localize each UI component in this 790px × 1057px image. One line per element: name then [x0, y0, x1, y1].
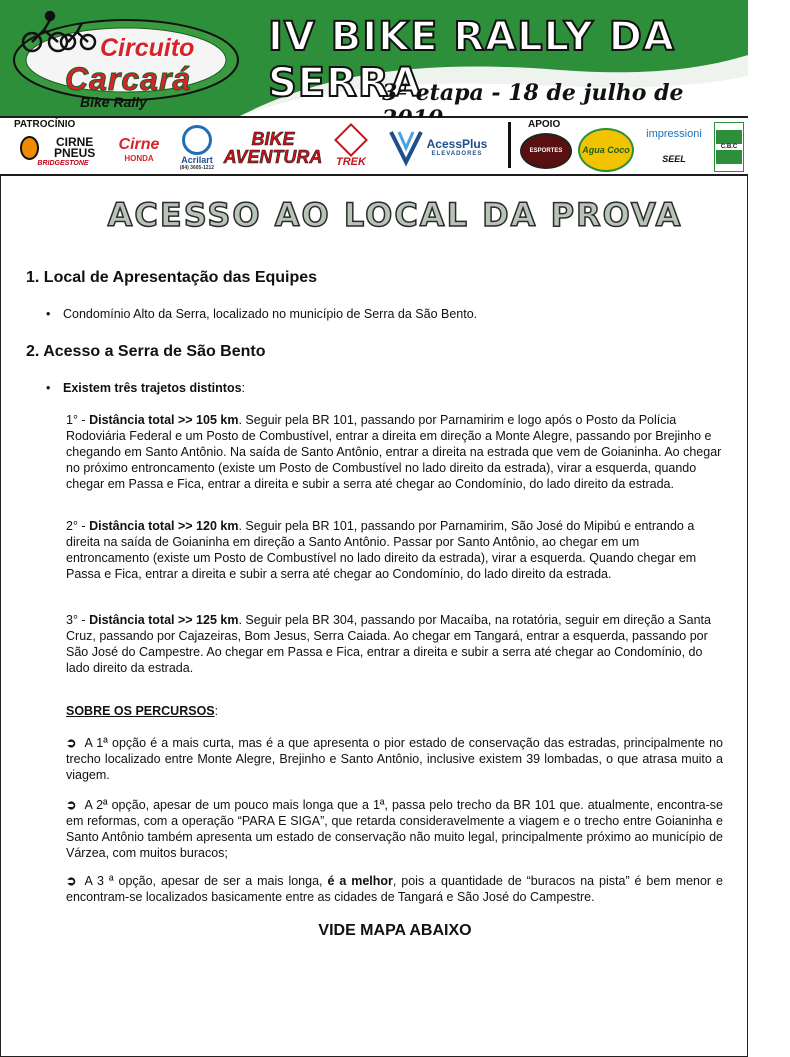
- route-3-paragraph: 3° - Distância total >> 125 km. Seguir pela BR 304, passando por Macaíba, na rotatória, seguir em direção a Santa Cruz, passando por Cajazeiras, Bom Jesus, Serra Caiada. Ao chegar em Tangará, entrar a esquerda, passando por São José do Campestre. Ao chegar em Passa e Fica, entrar a direita e subir a serra até chegar ao Condomínio, do lado direito da estrada.: [66, 613, 711, 675]
- arrow-icon: ➲: [66, 736, 77, 750]
- patrocinio-label: PATROCÍNIO: [14, 119, 76, 130]
- arrow-icon: ➲: [66, 874, 77, 888]
- acessplus-icon: [389, 128, 423, 166]
- section-2-title: 2. Acesso a Serra de São Bento: [26, 343, 266, 360]
- acrilart-icon: [182, 125, 212, 155]
- route-3-distance: Distância total >> 125 km: [89, 613, 239, 627]
- sponsor-cirne-honda: Cirne HONDA: [118, 135, 160, 163]
- sponsor-trek: TREK: [326, 126, 376, 170]
- circuito-carcara-logo: [10, 8, 242, 110]
- sponsor-bike-aventura: BIKE AVENTURA: [223, 129, 323, 167]
- section-1-title: 1. Local de Apresentação das Equipes: [26, 269, 318, 286]
- route-1-distance: Distância total >> 105 km: [89, 413, 239, 427]
- sponsors-divider: [508, 122, 511, 168]
- logo-bike-rally-text: Bike Rally: [80, 94, 147, 110]
- apoio-cbc: C.B.C: [714, 122, 744, 172]
- route-2-distance: Distância total >> 120 km: [89, 519, 239, 533]
- arrow-icon: ➲: [66, 798, 77, 812]
- logo-carcara-text: Carcará: [65, 61, 192, 97]
- note-1-paragraph: ➲ A 1ª opção é a mais curta, mas é a que apresenta o pior estado de conservação das estradas, principalmente no trecho localizado entre Monte Alegre, Brejinho e Santo Antônio, inclusive existem 39 lombadas, o que atrasa muito a viagem.: [66, 736, 723, 782]
- cbc-emblem-icon: [716, 150, 742, 164]
- vide-mapa-note: VIDE MAPA ABAIXO: [318, 922, 472, 939]
- sponsor-acessplus: AcessPlus ELEVADORES: [382, 124, 494, 170]
- header-banner: [0, 0, 748, 118]
- sponsors-bar: [0, 118, 748, 176]
- event-title: IV BIKE RALLY DA SERRA: [268, 14, 675, 106]
- note-3-paragraph: ➲ A 3 ª opção, apesar de ser a mais longa, é a melhor, pois a quantidade de “buracos na pista” é bem menor e encontram-se localizados basicamente entre as cidades de Tangará e São José do Campestre.: [66, 874, 723, 904]
- trek-icon: [334, 123, 368, 157]
- event-subtitle: 3ª etapa - 18 de julho de: [382, 80, 684, 106]
- page-heading: ACESSO AO LOCAL DA PROVA: [107, 196, 683, 234]
- route-1-paragraph: 1° - Distância total >> 105 km. Seguir pela BR 101, passando por Parnamirim e logo após o Posto da Polícia Rodoviária Federal e um Posto de Combustível, entrar a direita em direção a Monte Alegre, passando por Brejinho e chegando em Santo Antônio. Na saída de Santo Antônio, entrar a direita na estrada que vem de Goianinha. Ao chegar no próximo entroncamento (existe um Posto de Combustível no lado direito da estrada), virar a esquerda, quando chegar em Passa e Fica, entrar a direita e subir a serra até chegar ao Condomínio, do lado direito da estrada.: [66, 413, 722, 491]
- note-2-paragraph: ➲ A 2ª opção, apesar de um pouco mais longa que a 1ª, passa pelo trecho da BR 101 que. atualmente, encontra-se em reformas, com a operação “PARA E SIGA”, que retarda consideravelmente a viagem e o trecho entre Goianinha e Santo Antônio também apresenta um estado de conservação não muito legal, principalmente próximo ao município de Várzea, com muitos buracos;: [66, 798, 723, 860]
- apoio-label: APOIO: [528, 119, 561, 130]
- apoio-impressioni: impressioni: [646, 128, 702, 140]
- apoio-esportes: ESPORTES: [520, 132, 572, 170]
- apoio-seel: SEEL: [662, 154, 686, 164]
- route-2-paragraph: 2° - Distância total >> 120 km. Seguir pela BR 101, passando por Parnamirim, São José do Mipibú e entrando a direita na saída de Goianinha em direção a Santo Antônio. Passar por Santo Antônio, ao chegar em um entroncamento (existe um Posto de Combustível no lado direito da estrada), virar a esquerda. Quando chegar em Passa e Fica, entrar a direita e subir a serra até chegar ao Condomínio, do lado direito da estrada.: [66, 519, 697, 581]
- cbc-flag-icon: [716, 130, 742, 144]
- sponsor-cirne-pneus: CIRNE PNEUS BRIDGESTONE: [20, 131, 106, 171]
- apoio-agua-coco: Agua Coco: [578, 128, 634, 172]
- section-2-bullet: • Existem três trajetos distintos:: [46, 381, 245, 395]
- logo-circuito-text: Circuito: [100, 34, 195, 62]
- sobre-percursos-label: SOBRE OS PERCURSOS:: [66, 704, 219, 718]
- sponsor-acrilart: Acrilart (84) 3605-1212: [172, 124, 222, 172]
- section-1-bullet: • Condomínio Alto da Serra, localizado no município de Serra da São Bento.: [46, 307, 477, 321]
- cirne-pneus-icon: [20, 136, 39, 160]
